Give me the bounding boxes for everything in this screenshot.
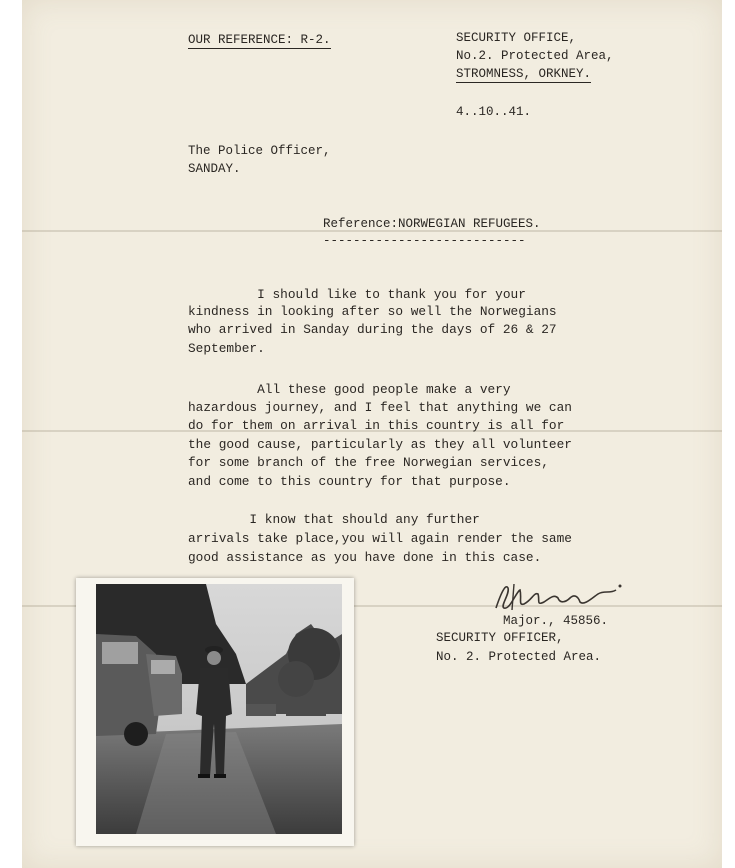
photograph xyxy=(76,578,354,846)
paragraph-3-line-1: I know that should any further xyxy=(188,512,480,527)
signature-rank: Major., 45856. xyxy=(503,614,609,628)
paragraph-2-line-2: hazardous journey, and I feel that anything we can xyxy=(188,400,572,415)
paragraph-1-line-2: kindness in looking after so well the Norwegians xyxy=(188,304,557,319)
photograph-icon xyxy=(96,584,342,834)
sender-line-3: STROMNESS, ORKNEY. xyxy=(456,67,592,81)
signature-area: No. 2. Protected Area. xyxy=(436,650,602,664)
paragraph-2-line-3: do for them on arrival in this country is all for xyxy=(188,418,565,433)
our-reference: OUR REFERENCE: R-2. xyxy=(188,33,331,47)
reference-underline: --------------------------- xyxy=(323,234,526,248)
paragraph-2-line-4: the good cause, particularly as they all volunteer xyxy=(188,437,572,452)
reference-line: Reference:NORWEGIAN REFUGEES. xyxy=(323,217,541,231)
recipient-line-2: SANDAY. xyxy=(188,162,241,176)
letter-date: 4..10..41. xyxy=(456,105,532,119)
paragraph-1-line-3: who arrived in Sanday during the days of 26 & 27 xyxy=(188,322,557,337)
handwritten-signature xyxy=(488,580,628,616)
signature-title: SECURITY OFFICER, xyxy=(436,631,564,645)
sender-line-1: SECURITY OFFICE, xyxy=(456,31,577,45)
paragraph-2-line-5: for some branch of the free Norwegian services, xyxy=(188,455,549,470)
paragraph-3-line-2: arrivals take place,you will again render the same xyxy=(188,531,572,546)
paragraph-1-line-1: I should like to thank you for your xyxy=(188,287,526,302)
paragraph-2-line-1: All these good people make a very xyxy=(188,382,511,397)
recipient-line-1: The Police Officer, xyxy=(188,144,331,158)
sender-line-2: No.2. Protected Area, xyxy=(456,49,614,63)
paragraph-3-line-3: good assistance as you have done in this case. xyxy=(188,550,542,565)
paragraph-1-line-4: September. xyxy=(188,341,265,356)
paragraph-2-line-6: and come to this country for that purpose. xyxy=(188,474,511,489)
